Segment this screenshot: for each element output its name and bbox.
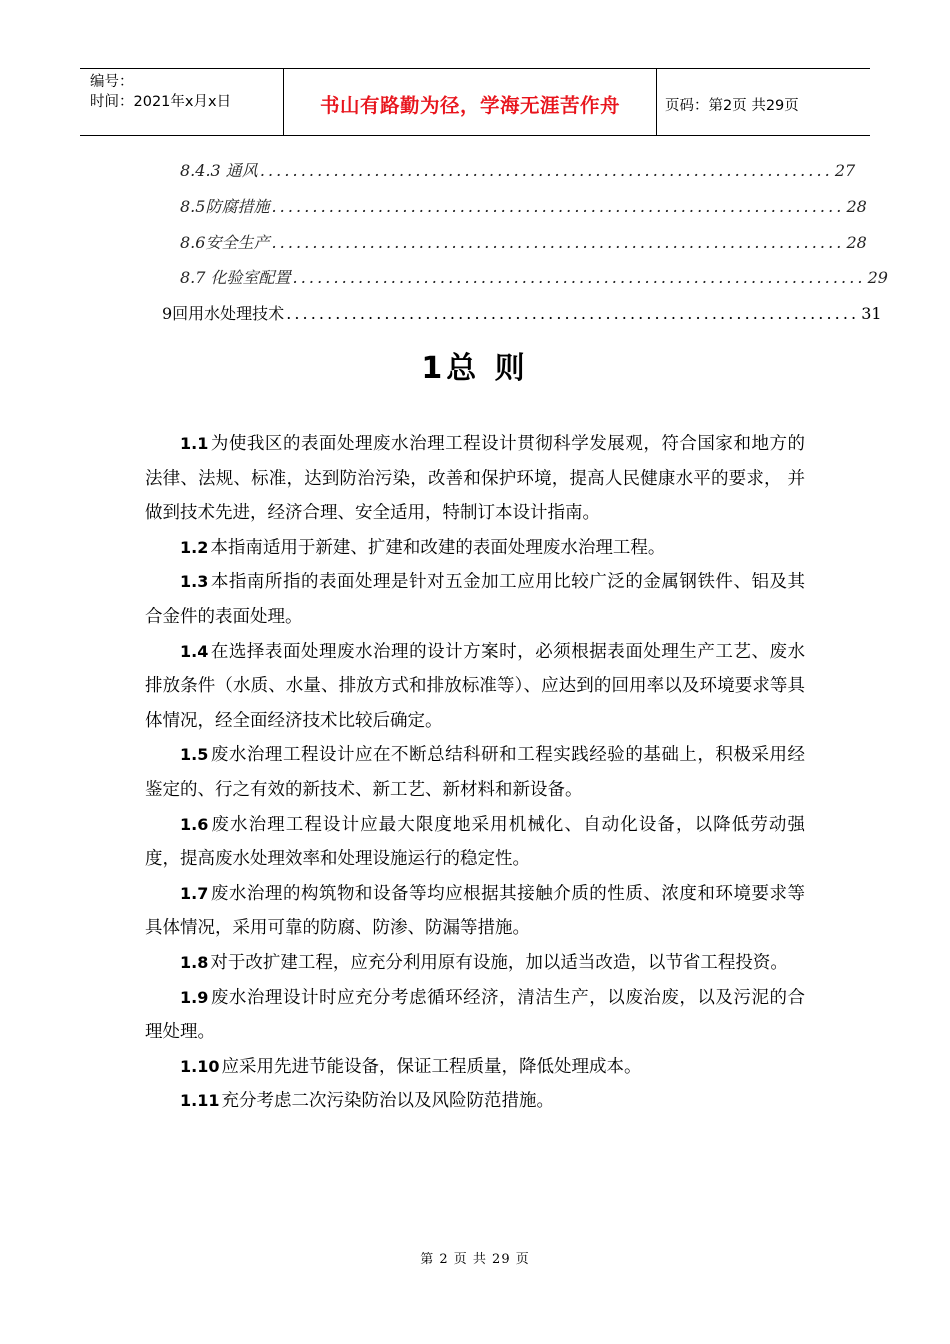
clause-number: 1.11 bbox=[180, 1091, 220, 1111]
paragraph bbox=[145, 877, 805, 946]
paragraph bbox=[145, 1050, 805, 1085]
toc-entry-page: 28 bbox=[846, 197, 867, 216]
toc-entry-title: 9回用水处理技术 bbox=[162, 304, 285, 323]
toc-entry-page: 28 bbox=[846, 233, 867, 252]
toc-entry[interactable] bbox=[180, 231, 867, 255]
toc-entry-title: 8.5防腐措施 bbox=[180, 197, 270, 216]
clause-number: 1.6 bbox=[180, 814, 209, 834]
paragraph bbox=[145, 427, 805, 531]
serial-label: 编号： bbox=[90, 74, 134, 90]
toc-entry[interactable] bbox=[180, 195, 867, 219]
clause-number: 1.3 bbox=[180, 572, 209, 592]
toc-entry-page: 29 bbox=[867, 268, 888, 287]
chapter-title: 1总 则 bbox=[421, 351, 529, 386]
clause-number: 1.9 bbox=[180, 987, 209, 1007]
toc-entry-title: 8.4.3 通风 bbox=[180, 161, 258, 180]
paragraph bbox=[145, 1084, 805, 1119]
toc-leader-dots: ...................................................................... bbox=[286, 304, 860, 323]
clause-text: 废水治理的构筑物和设备等均应根据其接触介质的性质、浓度和环境要求等具体情况，采用可靠的防腐、防渗、防漏等措施。 bbox=[145, 883, 805, 939]
clause-text: 应采用先进节能设备，保证工程质量，降低处理成本。 bbox=[221, 1056, 642, 1077]
paragraph bbox=[145, 531, 805, 566]
time-label: 时间：2021年x月x日 bbox=[90, 94, 232, 110]
page-header bbox=[80, 68, 870, 136]
page-info: 页码：第2页 共29页 bbox=[665, 97, 799, 114]
clause-text: 本指南适用于新建、扩建和改建的表面处理废水治理工程。 bbox=[210, 537, 666, 558]
paragraph bbox=[145, 635, 805, 739]
toc-leader-dots: ...................................................................... bbox=[271, 233, 845, 252]
toc-entry[interactable] bbox=[162, 302, 882, 326]
paragraph bbox=[145, 808, 805, 877]
clause-number: 1.8 bbox=[180, 952, 209, 972]
clause-number: 1.1 bbox=[180, 434, 209, 453]
toc-entry-page: 27 bbox=[834, 161, 856, 180]
toc-leader-dots: ...................................................................... bbox=[259, 161, 833, 180]
motto-text: 书山有路勤为径，学海无涯苦作舟 bbox=[319, 94, 620, 117]
paragraph bbox=[145, 565, 805, 634]
toc-leader-dots: ...................................................................... bbox=[292, 268, 866, 287]
clause-text: 为使我区的表面处理废水治理工程设计贯彻科学发展观，符合国家和地方的法律、法规、标准，达到防治污染，改善和保护环境，提高人民健康水平的要求， 并做到技术先进，经济合理、安全适用，特制订本设计指南。 bbox=[145, 434, 805, 524]
header-meta-cell bbox=[80, 69, 283, 135]
clause-number: 1.4 bbox=[180, 641, 209, 661]
clause-text: 废水治理工程设计应最大限度地采用机械化、自动化设备，以降低劳动强度，提高废水处理效率和处理设施运行的稳定性。 bbox=[145, 814, 805, 870]
clause-number: 1.7 bbox=[180, 883, 209, 903]
paragraph bbox=[145, 946, 805, 981]
toc-entry[interactable] bbox=[180, 159, 856, 183]
clause-number: 1.5 bbox=[180, 745, 209, 765]
clause-number: 1.2 bbox=[180, 537, 209, 557]
toc-entry[interactable] bbox=[180, 266, 888, 290]
clause-number: 1.10 bbox=[180, 1056, 220, 1076]
paragraph bbox=[145, 738, 805, 807]
header-motto-cell bbox=[283, 69, 657, 135]
header-page-cell bbox=[657, 69, 870, 135]
clause-text: 本指南所指的表面处理是针对五金加工应用比较广泛的金属钢铁件、铝及其合金件的表面处理。 bbox=[145, 572, 805, 627]
toc-entry-page: 31 bbox=[861, 304, 882, 323]
paragraph bbox=[145, 981, 805, 1050]
body-text bbox=[145, 427, 805, 1119]
clause-text: 废水治理工程设计应在不断总结科研和工程实践经验的基础上，积极采用经鉴定的、行之有效的新技术、新工艺、新材料和新设备。 bbox=[145, 745, 805, 800]
clause-text: 充分考虑二次污染防治以及风险防范措施。 bbox=[221, 1091, 554, 1112]
page-footer: 第 2 页 共 29 页 bbox=[420, 1252, 530, 1267]
toc-entry-title: 8.6安全生产 bbox=[180, 233, 270, 252]
clause-text: 废水治理设计时应充分考虑循环经济，清洁生产，以废治废，以及污泥的合理处理。 bbox=[145, 987, 805, 1043]
clause-text: 在选择表面处理废水治理的设计方案时，必须根据表面处理生产工艺、废水排放条件（水质、水量、排放方式和排放标准等）、应达到的回用率以及环境要求等具体情况，经全面经济技术比较后确定。 bbox=[145, 641, 805, 731]
clause-text: 对于改扩建工程，应充分利用原有设施，加以适当改造，以节省工程投资。 bbox=[210, 952, 788, 973]
toc-leader-dots: ...................................................................... bbox=[271, 197, 845, 216]
toc-entry-title: 8.7 化验室配置 bbox=[180, 268, 291, 287]
